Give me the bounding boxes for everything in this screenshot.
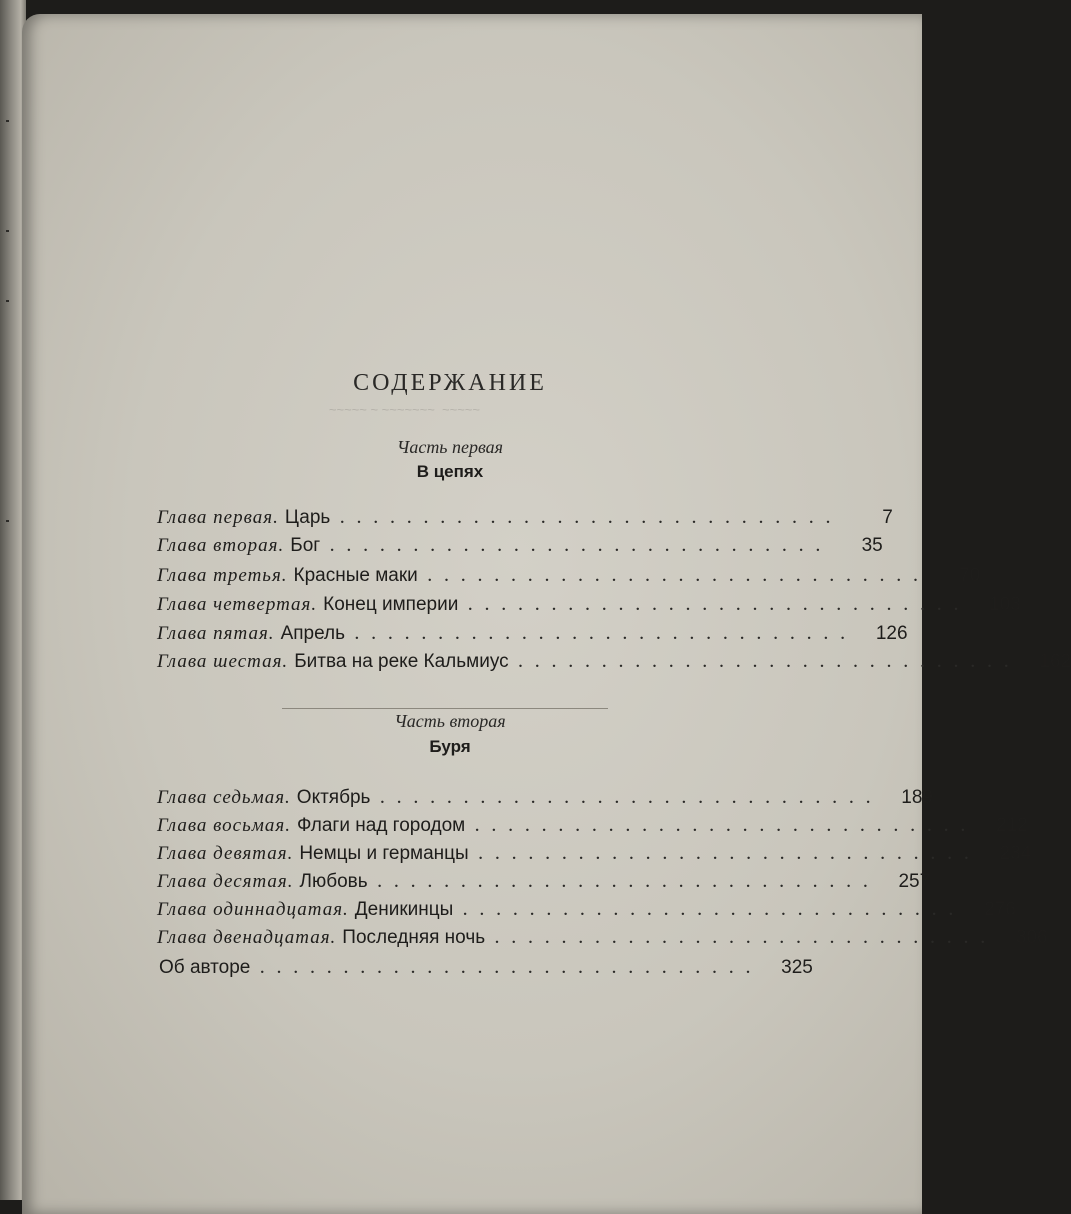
dot-leader: ..............................: [355, 627, 858, 643]
about-author-label: Об авторе: [159, 957, 251, 978]
dot-leader: ..............................: [518, 655, 1022, 671]
toc-title: СОДЕРЖАНИЕ: [353, 370, 547, 396]
dot-leader: ..............................: [478, 847, 982, 863]
chapter-name: Немцы и германцы: [299, 843, 469, 864]
chapter-label: Глава восьмая.: [157, 815, 291, 836]
part-title: В цепях: [416, 462, 484, 481]
dot-leader: ..............................: [340, 511, 843, 527]
chapter-label: Глава одиннадцатая.: [157, 899, 349, 920]
toc-entry[interactable]: [157, 648, 1071, 676]
chapter-name: Конец империи: [323, 594, 459, 615]
page-number: 189: [901, 787, 933, 808]
chapter-label: Глава четвертая.: [157, 594, 318, 615]
page-number: 126: [875, 623, 908, 644]
page-number: 234: [999, 843, 1032, 864]
chapter-name: Бог: [290, 535, 321, 556]
toc-entry[interactable]: [157, 924, 1048, 952]
dot-leader: ..............................: [427, 569, 931, 585]
section-divider: [282, 708, 608, 709]
toc-entry[interactable]: [157, 562, 981, 590]
part-title: Буря: [429, 737, 471, 756]
chapter-name: Последняя ночь: [342, 927, 486, 948]
bleed-through-text: ~~~~~ ~ ~~~~~~~ ~~~~~: [300, 402, 480, 417]
chapter-label: Глава седьмая.: [157, 787, 291, 808]
page-number: 162: [1039, 651, 1071, 672]
chapter-label: Глава вторая.: [157, 535, 285, 556]
toc-entry-about[interactable]: [157, 954, 813, 982]
page-number: 306: [1015, 927, 1048, 948]
page-number: 7: [882, 507, 893, 528]
toc-entry[interactable]: [157, 896, 1016, 924]
dot-leader: ..............................: [475, 819, 978, 835]
page-number: 212: [996, 815, 1028, 836]
chapter-name: Октябрь: [296, 787, 371, 808]
chapter-label: Глава девятая.: [157, 843, 294, 864]
dot-leader: ..............................: [463, 903, 966, 919]
chapter-name: Царь: [284, 507, 331, 528]
part-label: Часть вторая: [394, 711, 506, 731]
page-number: 257: [898, 871, 931, 892]
toc-entry[interactable]: [157, 532, 883, 560]
chapter-label: Глава пятая.: [157, 623, 275, 644]
toc-entry[interactable]: [157, 784, 933, 812]
chapter-name: Битва на реке Кальмиус: [294, 651, 509, 672]
chapter-name: Деникинцы: [354, 899, 454, 920]
page-number: 276: [984, 899, 1016, 920]
chapter-name: Любовь: [299, 871, 368, 892]
chapter-label: Глава первая.: [157, 507, 279, 528]
dot-leader: ..............................: [377, 875, 881, 891]
toc-entry[interactable]: [157, 591, 1021, 619]
page-number: 325: [781, 957, 813, 978]
dot-leader: ..............................: [495, 931, 998, 947]
dot-leader: ..............................: [260, 961, 763, 977]
dot-leader: ..............................: [380, 791, 883, 807]
chapter-name: Апрель: [280, 623, 346, 644]
toc-entry[interactable]: [157, 504, 893, 532]
chapter-label: Глава шестая.: [157, 651, 289, 672]
chapter-label: Глава десятая.: [157, 871, 294, 892]
part-label: Часть первая: [396, 437, 504, 457]
dot-leader: ..............................: [468, 598, 971, 614]
chapter-name: Флаги над городом: [296, 815, 466, 836]
page-number: 103: [989, 594, 1021, 615]
chapter-label: Глава двенадцатая.: [157, 927, 337, 948]
toc-entry[interactable]: [157, 812, 1028, 840]
chapter-name: Красные маки: [293, 565, 418, 586]
toc-entry[interactable]: [157, 840, 1032, 868]
dot-leader: ..............................: [330, 539, 833, 555]
toc-entry[interactable]: [157, 868, 931, 896]
page-number: 70: [959, 565, 981, 586]
toc-entry[interactable]: [157, 620, 908, 648]
chapter-label: Глава третья.: [157, 565, 288, 586]
page-number: 35: [861, 535, 883, 556]
